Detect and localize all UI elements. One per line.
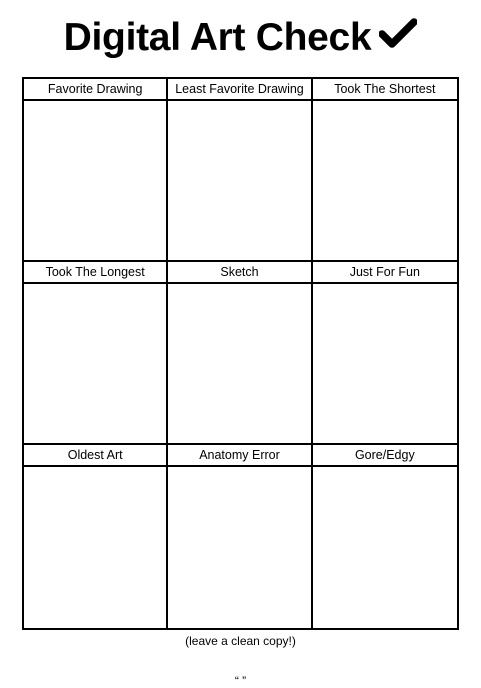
grid-cell-favorite-drawing: [24, 79, 168, 262]
page-title: [0, 12, 481, 64]
footnote: (leave a clean copy!): [185, 634, 296, 648]
grid-cell-oldest-art: [24, 445, 168, 628]
drawing-area[interactable]: [24, 467, 166, 628]
drawing-area[interactable]: [313, 101, 457, 260]
grid-cell-gore-edgy: [313, 445, 457, 628]
grid-cell-just-for-fun: [313, 262, 457, 445]
art-check-grid: [22, 77, 459, 630]
cell-label: Gore/Edgy: [313, 445, 457, 467]
drawing-area[interactable]: [168, 467, 310, 628]
cell-label: Favorite Drawing: [24, 79, 166, 101]
grid-cell-took-the-shortest: [313, 79, 457, 262]
grid-cell-anatomy-error: [168, 445, 312, 628]
page-title-text: Digital Art Check: [63, 16, 372, 59]
grid-cell-least-favorite-drawing: [168, 79, 312, 262]
drawing-area[interactable]: [313, 467, 457, 628]
drawing-area[interactable]: [24, 101, 166, 260]
cell-label: Took The Shortest: [313, 79, 457, 101]
cutoff-text: “ ”: [234, 674, 247, 688]
cell-label: Took The Longest: [24, 262, 166, 284]
drawing-area[interactable]: [168, 101, 310, 260]
cell-label: Sketch: [168, 262, 310, 284]
drawing-area[interactable]: [313, 284, 457, 443]
cell-label: Just For Fun: [313, 262, 457, 284]
cell-label: Oldest Art: [24, 445, 166, 467]
cell-label: Least Favorite Drawing: [168, 79, 310, 101]
drawing-area[interactable]: [168, 284, 310, 443]
cell-label: Anatomy Error: [168, 445, 310, 467]
grid-cell-sketch: [168, 262, 312, 445]
checkmark-icon: [379, 10, 417, 62]
grid-cell-took-the-longest: [24, 262, 168, 445]
drawing-area[interactable]: [24, 284, 166, 443]
